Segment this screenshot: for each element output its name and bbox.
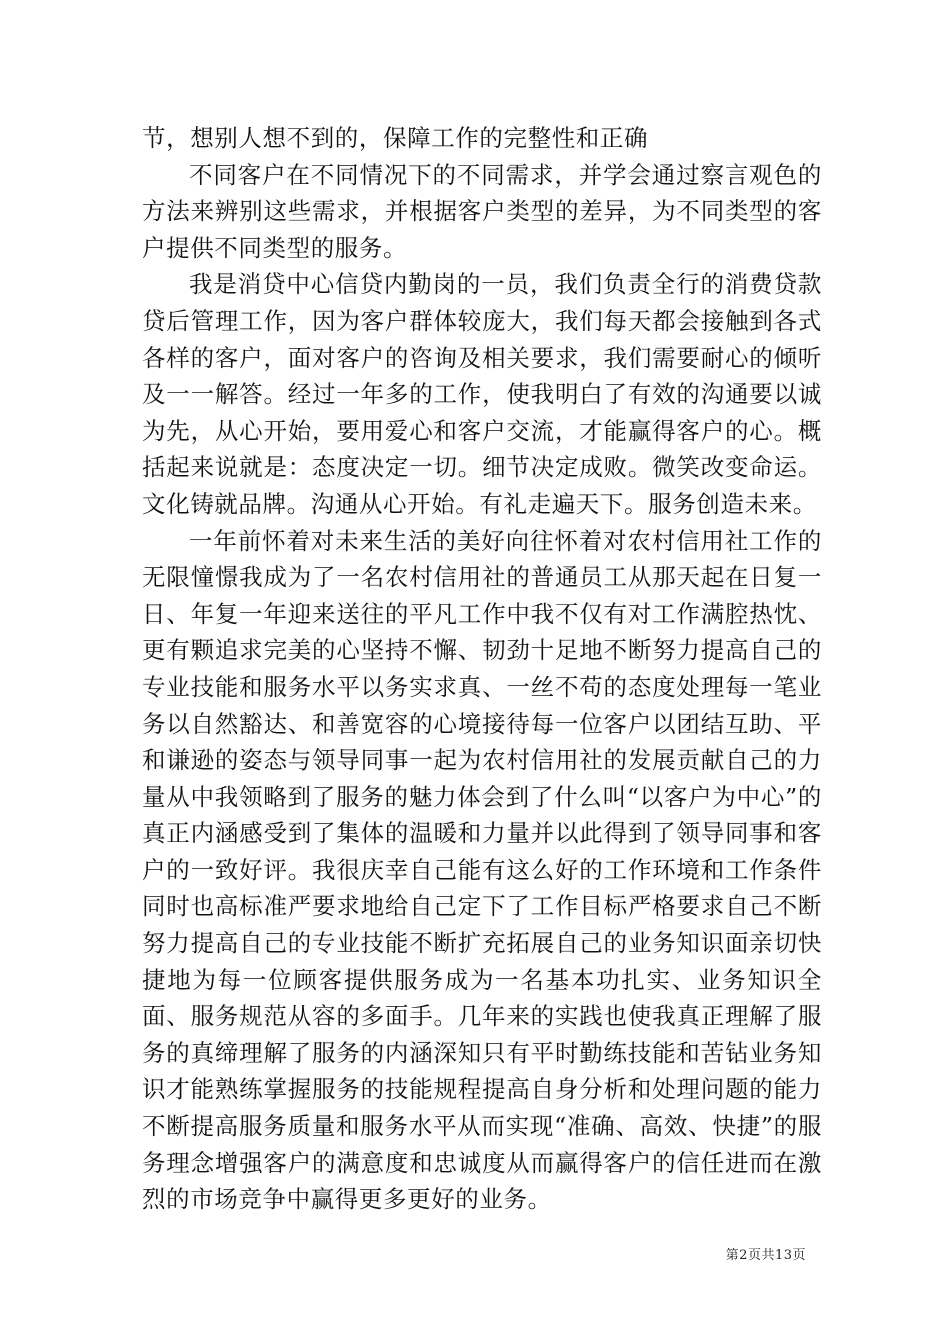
page-number: 第2页共13页 bbox=[725, 1248, 806, 1263]
document-body bbox=[142, 120, 822, 1218]
paragraph-loan-center: 我是消贷中心信贷内勤岗的一员，我们负责全行的消费贷款贷后管理工作，因为客户群体较庞大，我们每天都会接触到各式各样的客户，面对客户的咨询及相关要求，我们需要耐心的倾听及一一解答。经过一年多的工作，使我明白了有效的沟通要以诚为先，从心开始，要用爱心和客户交流，才能赢得客户的心。概括起来说就是：态度决定一切。细节决定成败。微笑改变命运。文化铸就品牌。沟通从心开始。有礼走遍天下。服务创造未来。 bbox=[142, 270, 822, 518]
paragraph-continuation: 节，想别人想不到的，保障工作的完整性和正确 bbox=[142, 124, 649, 152]
paragraph-customer-needs: 不同客户在不同情况下的不同需求，并学会通过察言观色的方法来辨别这些需求，并根据客户类型的差异，为不同类型的客户提供不同类型的服务。 bbox=[142, 160, 822, 262]
paragraph-credit-union: 一年前怀着对未来生活的美好向往怀着对农村信用社工作的无限憧憬我成为了一名农村信用社的普通员工从那天起在日复一日、年复一年迎来送往的平凡工作中我不仅有对工作满腔热忱、更有颗追求完美的心坚持不懈、韧劲十足地不断努力提高自己的专业技能和服务水平以务实求真、一丝不苟的态度处理每一笔业务以自然豁达、和善宽容的心境接待每一位客户以团结互助、平和谦逊的姿态与领导同事一起为农村信用社的发展贡献自己的力量从中我领略到了服务的魅力体会到了什么叫“以客户为中心”的真正内涵感受到了集体的温暖和力量并以此得到了领导同事和客户的一致好评。我很庆幸自己能有这么好的工作环境和工作条件同时也高标准严要求地给自己定下了工作目标严格要求自己不断努力提高自己的专业技能不断扩充拓展自己的业务知识面亲切快捷地为每一位顾客提供服务成为一名基本功扎实、业务知识全面、服务规范从容的多面手。几年来的实践也使我真正理解了服务的真缔理解了服务的内涵深知只有平时勤练技能和苦钻业务知识才能熟练掌握服务的技能规程提高自身分析和处理问题的能力不断提高服务质量和服务水平从而实现“准确、高效、快捷”的服务理念增强客户的满意度和忠诚度从而赢得客户的信任进而在激烈的市场竞争中赢得更多更好的业务。 bbox=[142, 526, 822, 1214]
